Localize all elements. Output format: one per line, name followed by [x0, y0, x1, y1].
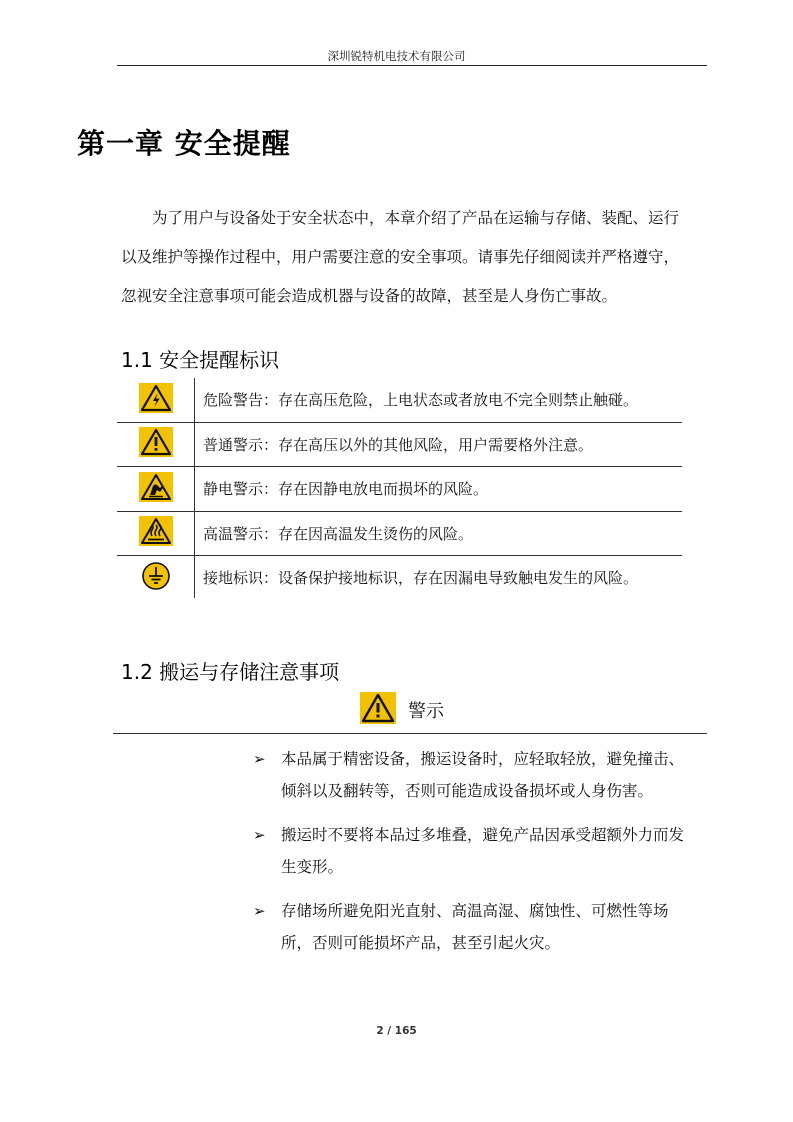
electrostatic-warning-icon	[139, 472, 173, 506]
symbol-description: 静电警示：存在因静电放电而损坏的风险。	[203, 480, 489, 499]
symbol-row	[117, 467, 682, 512]
intro-line: 为了用户与设备处于安全状态中，本章介绍了产品在运输与存储、装配、运行	[152, 209, 680, 227]
warning-label: 警示	[408, 701, 444, 722]
handling-notes-list	[253, 743, 713, 971]
list-item-line: 生变形。	[281, 858, 344, 876]
list-item-line: 倾斜以及翻转等，否则可能造成设备损坏或人身伤害。	[281, 782, 654, 800]
symbol-row	[117, 556, 682, 600]
page-header-company: 深圳锐特机电技术有限公司	[327, 49, 466, 63]
symbol-row	[117, 512, 682, 557]
section-title-handling-storage: 1.2 搬运与存储注意事项	[121, 660, 340, 684]
high-voltage-warning-icon	[139, 383, 173, 417]
arrow-bullet-icon: ➢	[253, 750, 266, 768]
section-title-safety-symbols: 1.1 安全提醒标识	[121, 348, 280, 372]
list-item	[253, 743, 713, 807]
intro-paragraph	[121, 199, 701, 316]
intro-line: 以及维护等操作过程中，用户需要注意的安全事项。请事先仔细阅读并严格遵守，	[121, 248, 680, 266]
list-item-line: 存储场所避免阳光直射、高温高湿、腐蚀性、可燃性等场	[281, 902, 669, 920]
safety-symbols-table	[117, 378, 682, 600]
general-warning-icon	[360, 692, 396, 728]
list-item-line: 搬运时不要将本品过多堆叠，避免产品因承受超额外力而发	[281, 826, 685, 844]
warning-rule	[113, 733, 707, 734]
list-item-line: 所，否则可能损坏产品，甚至引起火灾。	[281, 934, 561, 952]
general-warning-icon	[139, 427, 173, 461]
chapter-title: 第一章 安全提醒	[77, 127, 291, 160]
symbol-description: 危险警告：存在高压危险，上电状态或者放电不完全则禁止触碰。	[203, 391, 639, 410]
symbol-row	[117, 378, 682, 423]
hot-surface-warning-icon	[139, 516, 173, 550]
symbol-description: 普通警示：存在高压以外的其他风险，用户需要格外注意。	[203, 435, 594, 454]
symbol-row	[117, 423, 682, 468]
header-rule	[117, 65, 707, 66]
symbol-description: 接地标识：设备保护接地标识，存在因漏电导致触电发生的风险。	[203, 569, 639, 588]
intro-line: 忽视安全注意事项可能会造成机器与设备的故障，甚至是人身伤亡事故。	[121, 287, 618, 305]
page-number: 2 / 165	[376, 1025, 417, 1037]
list-item-line: 本品属于精密设备，搬运设备时，应轻取轻放，避免撞击、	[281, 750, 685, 768]
list-item	[253, 895, 713, 959]
list-item	[253, 819, 713, 883]
arrow-bullet-icon: ➢	[253, 902, 266, 920]
ground-symbol-icon	[141, 561, 171, 595]
symbol-description: 高温警示：存在因高温发生烫伤的风险。	[203, 524, 474, 543]
arrow-bullet-icon: ➢	[253, 826, 266, 844]
warning-callout	[360, 692, 444, 728]
